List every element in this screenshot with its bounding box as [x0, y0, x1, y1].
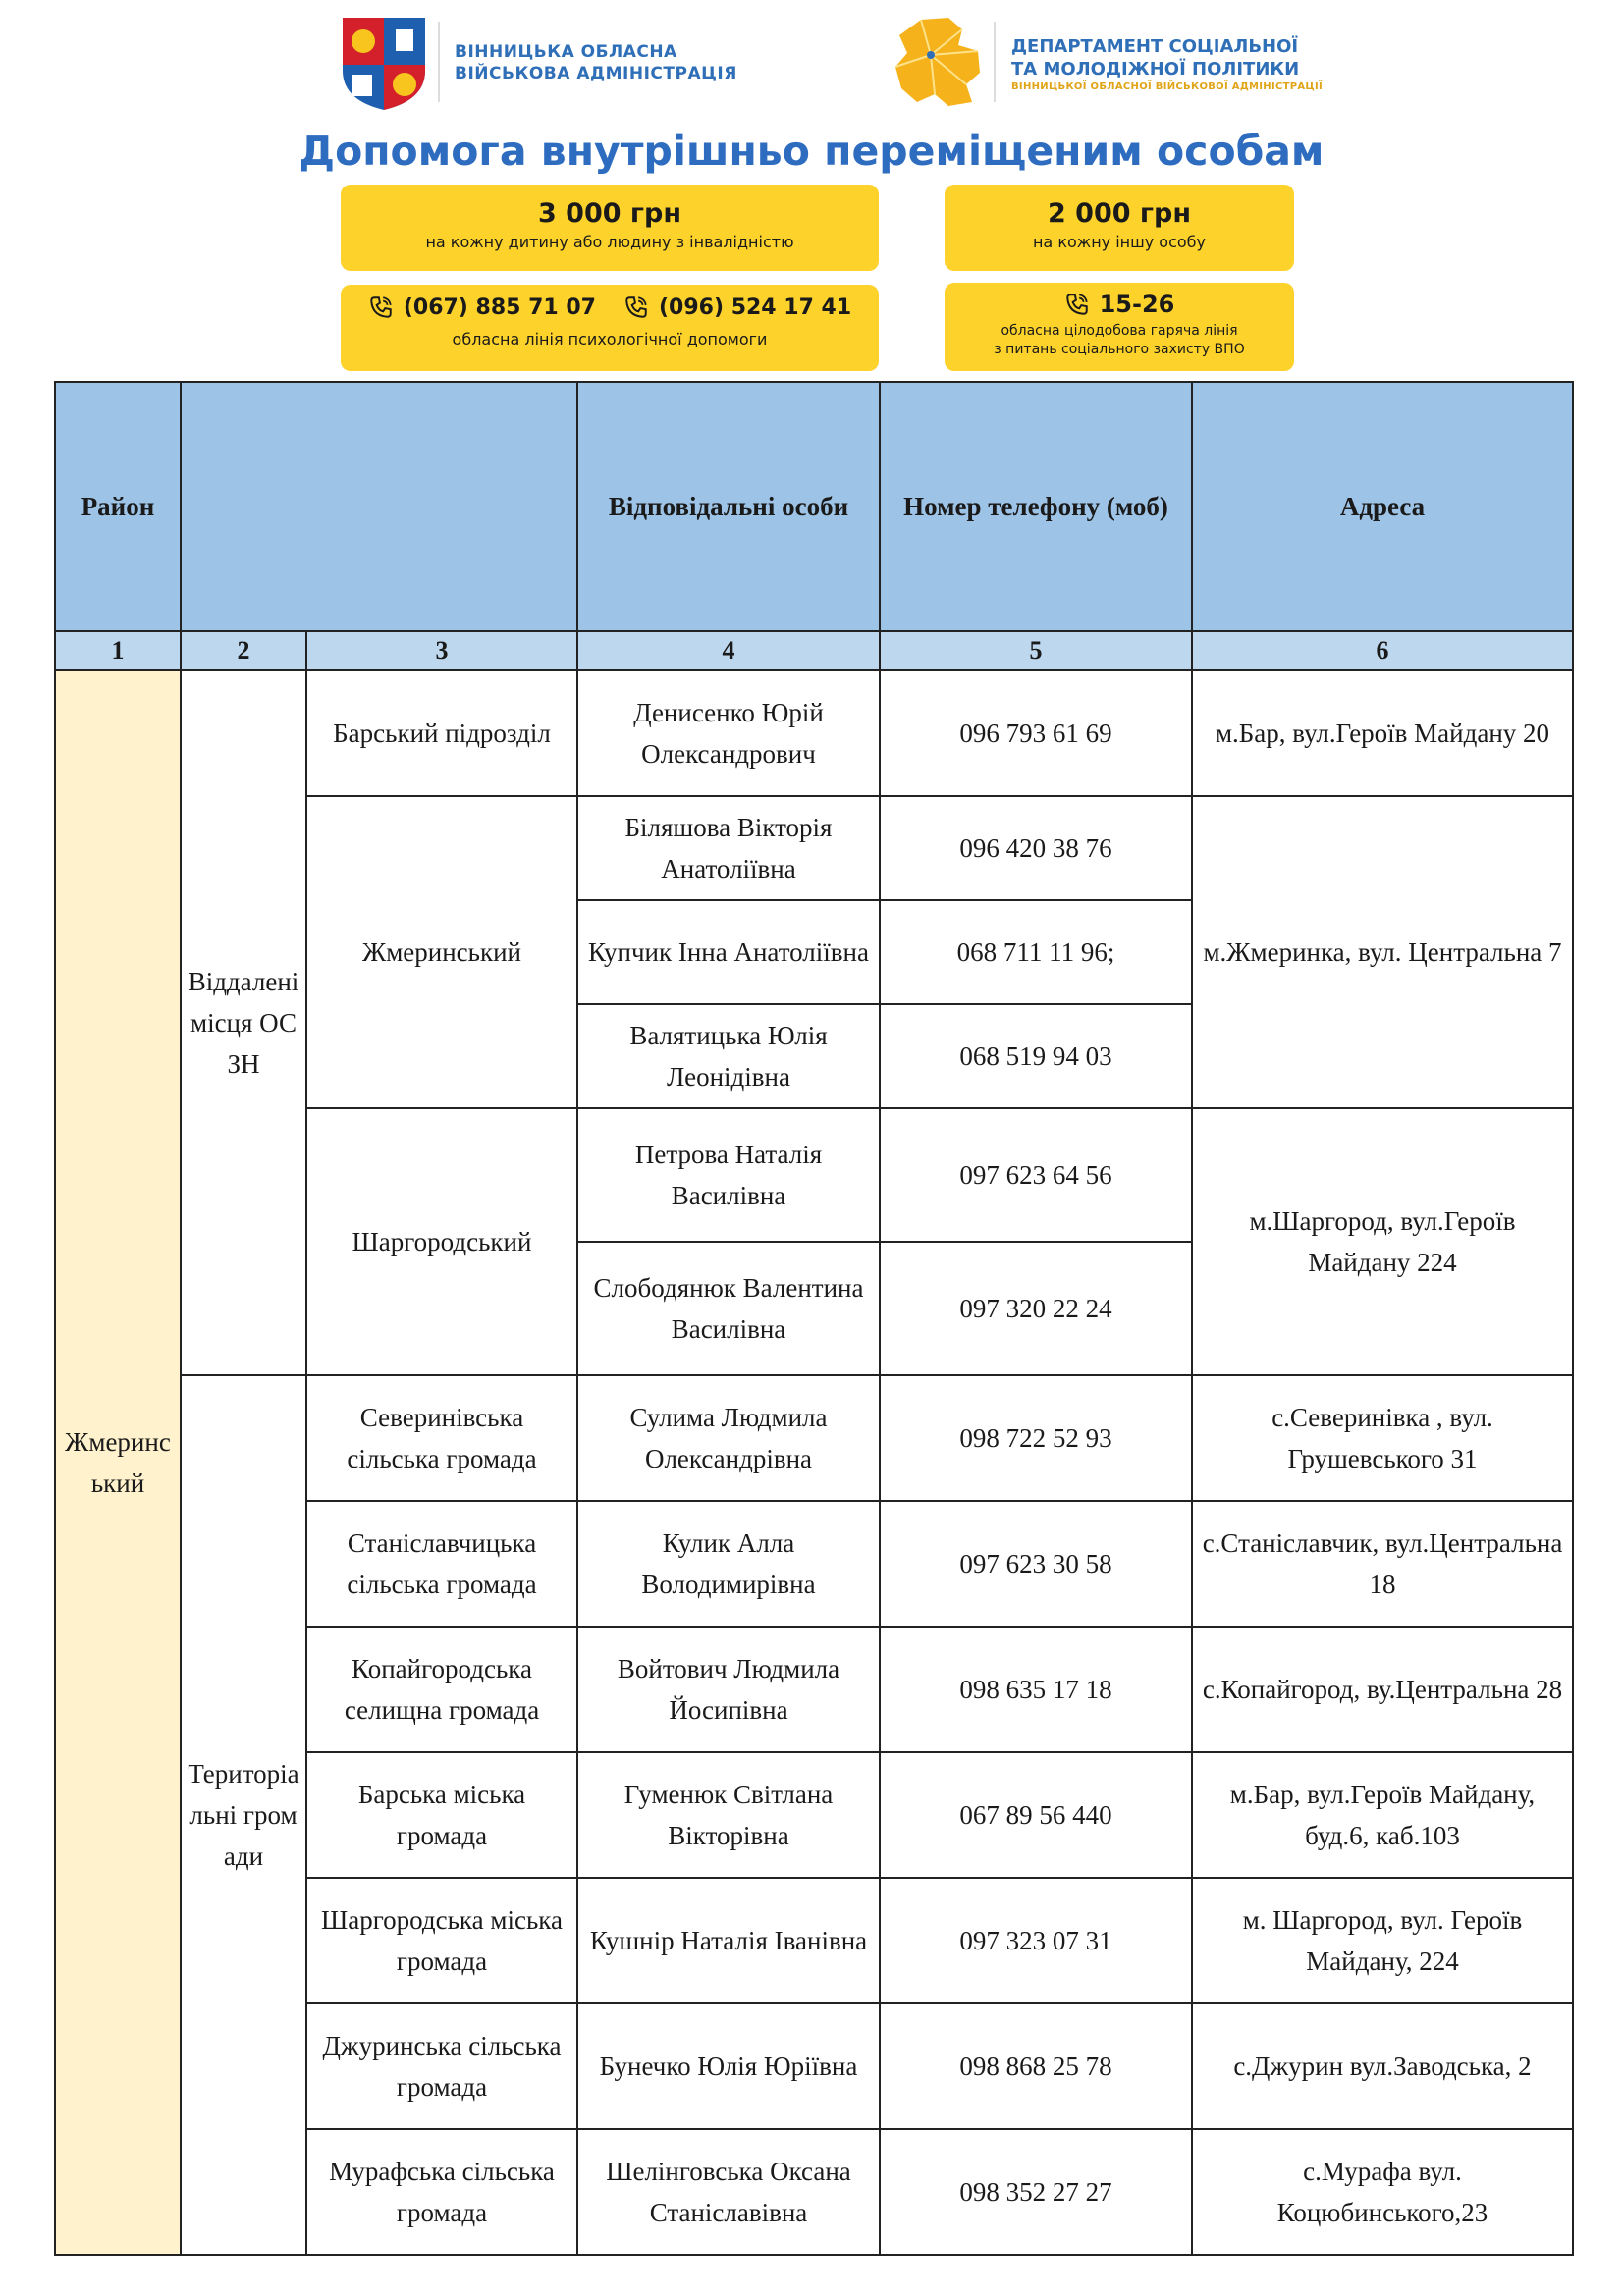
address-cell: с.Станіславчик, вул.Центральна 18 — [1192, 1501, 1573, 1627]
psych-line-box: (067) 885 71 07 (096) 524 17 41 обласна лінія психологічної допомоги — [341, 285, 879, 371]
person-cell: Біляшова Вікторія Анатоліївна — [577, 796, 880, 900]
region-map-logo-icon — [892, 16, 984, 108]
phone-cell[interactable]: 097 320 22 24 — [880, 1242, 1192, 1375]
col-num: 1 — [55, 631, 181, 670]
phone-cell[interactable]: 098 352 27 27 — [880, 2129, 1192, 2255]
left-org-name: ВІННИЦЬКА ОБЛАСНА ВІЙСЬКОВА АДМІНІСТРАЦІЯ — [455, 42, 737, 83]
address-cell: м.Бар, вул.Героїв Майдану, буд.6, каб.103 — [1192, 1752, 1573, 1878]
amount-box-other: 2 000 грн на кожну іншу особу — [945, 185, 1294, 271]
address-cell: м.Жмеринка, вул. Центральна 7 — [1192, 796, 1573, 1108]
unit-cell: Мурафська сільська громада — [306, 2129, 577, 2255]
phone-cell[interactable]: 096 793 61 69 — [880, 670, 1192, 796]
person-cell: Слободянюк Валентина Василівна — [577, 1242, 880, 1375]
header-district: Район — [55, 382, 181, 631]
person-cell: Гуменюк Світлана Вікторівна — [577, 1752, 880, 1878]
phone-cell[interactable]: 098 722 52 93 — [880, 1375, 1192, 1501]
phone-icon — [368, 294, 394, 320]
divider — [438, 22, 440, 102]
hotline-link[interactable]: 15-26 — [1064, 291, 1175, 318]
table-row — [55, 670, 1573, 796]
phone-icon — [623, 294, 649, 320]
hotline-box: 15-26 обласна цілодобова гаряча лінія з питань соціального захисту ВПО — [945, 283, 1294, 371]
col-num: 6 — [1192, 631, 1573, 670]
person-cell: Сулима Людмила Олександрівна — [577, 1375, 880, 1501]
phone-cell[interactable]: 098 868 25 78 — [880, 2003, 1192, 2129]
unit-cell: Джуринська сільська громада — [306, 2003, 577, 2129]
group-cell: Віддалені місця ОСЗН — [181, 670, 306, 1375]
address-cell: м. Шаргород, вул. Героїв Майдану, 224 — [1192, 1878, 1573, 2003]
phone-link-1[interactable]: (067) 885 71 07 — [368, 294, 596, 320]
unit-cell: Копайгородська селищна громада — [306, 1627, 577, 1752]
coat-of-arms-icon — [339, 14, 429, 112]
person-cell: Петрова Наталія Василівна — [577, 1108, 880, 1242]
phone-cell[interactable]: 068 711 11 96; — [880, 900, 1192, 1004]
person-cell: Кушнір Наталія Іванівна — [577, 1878, 880, 2003]
person-cell: Бунечко Юлія Юріївна — [577, 2003, 880, 2129]
phone-link-2[interactable]: (096) 524 17 41 — [623, 294, 851, 320]
address-cell: с.Северинівка , вул. Грушевського 31 — [1192, 1375, 1573, 1501]
district-cell: Жмеринський — [55, 670, 181, 2255]
amount-box-disabled: 3 000 грн на кожну дитину або людину з інвалідністю — [341, 185, 879, 271]
table-row — [55, 1375, 1573, 1501]
address-cell: м.Бар, вул.Героїв Майдану 20 — [1192, 670, 1573, 796]
col-num: 3 — [306, 631, 577, 670]
phone-icon — [1064, 292, 1090, 317]
person-cell: Шелінговська Оксана Станіславівна — [577, 2129, 880, 2255]
phone-cell[interactable]: 067 89 56 440 — [880, 1752, 1192, 1878]
phone-cell[interactable]: 097 623 30 58 — [880, 1501, 1192, 1627]
col-num: 5 — [880, 631, 1192, 670]
unit-cell: Барська міська громада — [306, 1752, 577, 1878]
person-cell: Денисенко Юрій Олександрович — [577, 670, 880, 796]
address-cell: м.Шаргород, вул.Героїв Майдану 224 — [1192, 1108, 1573, 1375]
phone-cell[interactable]: 096 420 38 76 — [880, 796, 1192, 900]
divider — [994, 22, 996, 102]
phone-cell[interactable]: 068 519 94 03 — [880, 1004, 1192, 1108]
phone-cell[interactable]: 097 623 64 56 — [880, 1108, 1192, 1242]
table-header-row — [55, 382, 1573, 631]
phone-cell[interactable]: 097 323 07 31 — [880, 1878, 1192, 2003]
page-header — [0, 0, 1623, 128]
unit-cell: Барський підрозділ — [306, 670, 577, 796]
unit-cell: Шаргородська міська громада — [306, 1878, 577, 2003]
header-empty — [181, 382, 577, 631]
page-title: Допомога внутрішньо переміщеним особам — [298, 128, 1325, 175]
person-cell: Валятицька Юлія Леонідівна — [577, 1004, 880, 1108]
address-cell: с.Мурафа вул. Коцюбинського,23 — [1192, 2129, 1573, 2255]
col-num: 2 — [181, 631, 306, 670]
header-address: Адреса — [1192, 382, 1573, 631]
unit-cell: Северинівська сільська громада — [306, 1375, 577, 1501]
header-responsible: Відповідальні особи — [577, 382, 880, 631]
address-cell: с.Джурин вул.Заводська, 2 — [1192, 2003, 1573, 2129]
group-cell: Територіальні громади — [181, 1375, 306, 2255]
person-cell: Войтович Людмила Йосипівна — [577, 1627, 880, 1752]
header-phone: Номер телефону (моб) — [880, 382, 1192, 631]
phone-cell[interactable]: 098 635 17 18 — [880, 1627, 1192, 1752]
unit-cell: Жмеринський — [306, 796, 577, 1108]
person-cell: Купчик Інна Анатоліївна — [577, 900, 880, 1004]
address-cell: с.Копайгород, ву.Центральна 28 — [1192, 1627, 1573, 1752]
unit-cell: Шаргородський — [306, 1108, 577, 1375]
right-org-name: ДЕПАРТАМЕНТ СОЦІАЛЬНОЇ ТА МОЛОДІЖНОЇ ПОЛІТИКИ ВІННИЦЬКОЇ ОБЛАСНОЇ ВІЙСЬКОВОЇ АДМІНІСТРАЦІЇ — [1011, 36, 1324, 92]
column-number-row — [55, 631, 1573, 670]
unit-cell: Станіславчицька сільська громада — [306, 1501, 577, 1627]
person-cell: Кулик Алла Володимирівна — [577, 1501, 880, 1627]
contacts-table — [54, 381, 1574, 2256]
col-num: 4 — [577, 631, 880, 670]
